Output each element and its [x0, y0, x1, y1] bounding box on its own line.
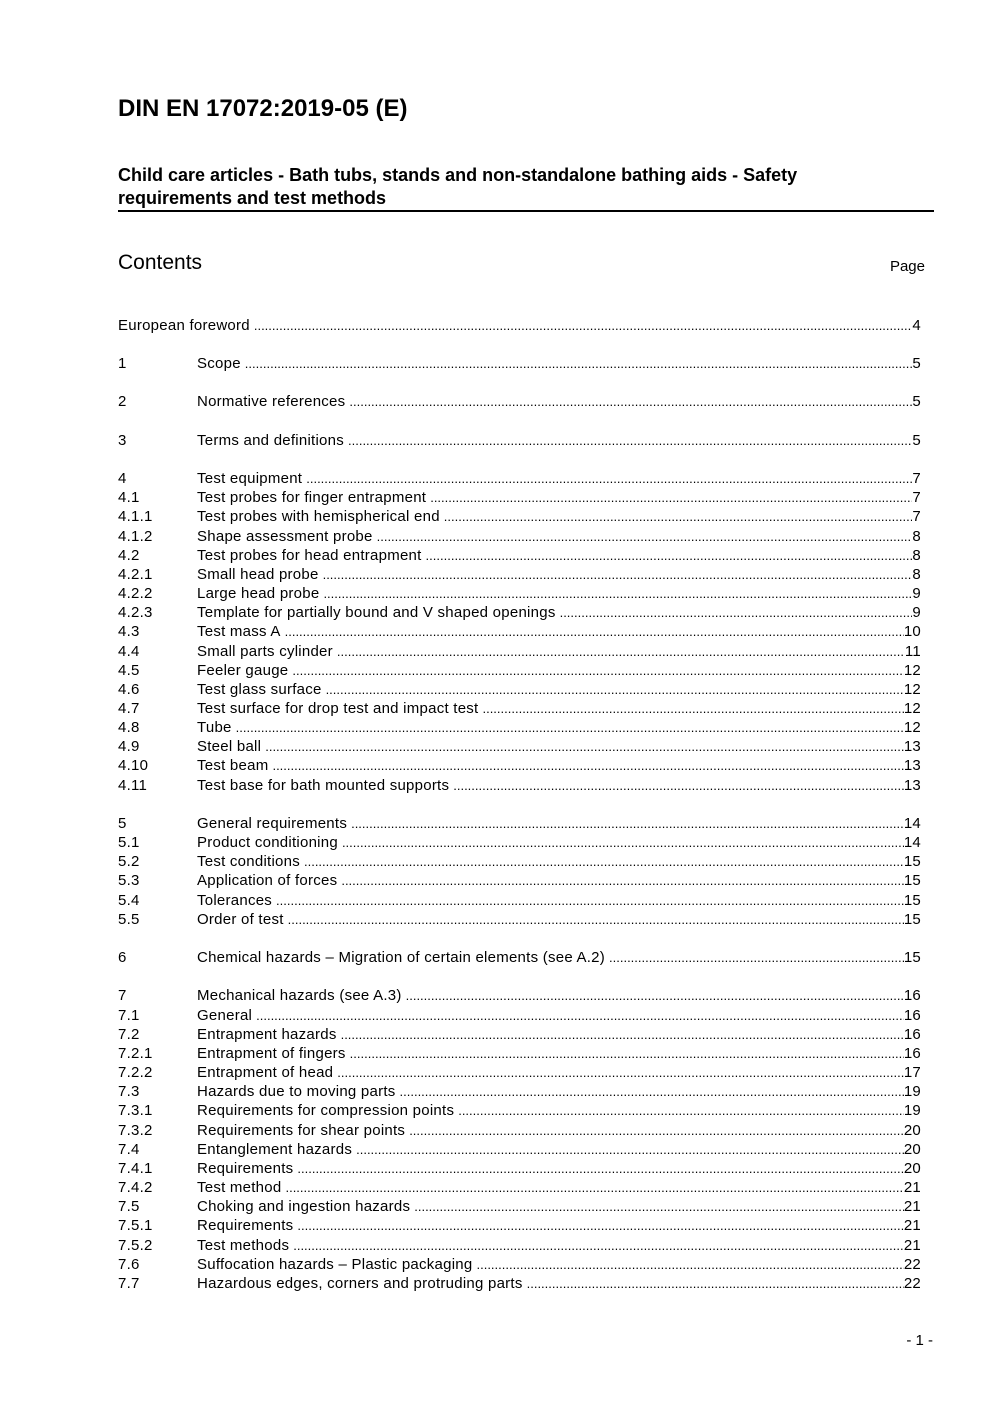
toc-entry-title: Application of forces — [197, 872, 338, 889]
toc-dot-leader — [351, 814, 904, 833]
toc-entry-page: 9 — [912, 604, 921, 621]
toc-entry-number: 2 — [118, 393, 127, 410]
toc-dot-leader — [348, 431, 912, 450]
toc-entry-page: 16 — [903, 1045, 921, 1062]
toc-entry-number: 4.8 — [118, 719, 140, 736]
toc-entry-page: 4 — [912, 317, 921, 334]
toc-dot-leader — [527, 1274, 904, 1293]
toc-entry — [118, 507, 921, 526]
toc-entry-number: 7.4.1 — [118, 1160, 153, 1177]
toc-entry — [118, 1159, 921, 1178]
toc-entry — [118, 852, 921, 871]
toc-dot-leader — [323, 584, 912, 603]
toc-entry-title: Test probes with hemispherical end — [197, 508, 440, 525]
toc-entry-title: Test probes for finger entrapment — [197, 489, 427, 506]
toc-entry-title: Requirements for compression points — [197, 1102, 455, 1119]
toc-entry-title: Entrapment of fingers — [197, 1045, 346, 1062]
toc-entry — [118, 622, 921, 641]
toc-dot-leader — [337, 642, 905, 661]
toc-dot-leader — [265, 737, 904, 756]
toc-entry-page: 5 — [912, 393, 921, 410]
toc-entry-number: 4 — [118, 470, 127, 487]
toc-entry-number: 7.1 — [118, 1007, 140, 1024]
toc-entry-title: Choking and ingestion hazards — [197, 1198, 411, 1215]
toc-entry-page: 7 — [912, 489, 921, 506]
toc-entry-number: 1 — [118, 355, 127, 372]
toc-dot-leader — [476, 1255, 903, 1274]
toc-dot-leader — [341, 871, 903, 890]
toc-entry-page: 5 — [912, 432, 921, 449]
toc-entry — [118, 546, 921, 565]
toc-entry-page: 14 — [903, 834, 921, 851]
toc-entry-title: Test beam — [197, 757, 269, 774]
toc-dot-leader — [292, 661, 903, 680]
toc-entry-number: 5.1 — [118, 834, 140, 851]
toc-entry — [118, 1044, 921, 1063]
toc-entry-page: 15 — [903, 892, 921, 909]
toc-dot-leader — [409, 1121, 904, 1140]
toc-entry-number: 3 — [118, 432, 127, 449]
toc-entry-title: Entanglement hazards — [197, 1141, 353, 1158]
toc-entry-title: General — [197, 1007, 253, 1024]
toc-dot-leader — [297, 1216, 903, 1235]
toc-entry — [118, 871, 921, 890]
toc-entry-page: 19 — [903, 1083, 921, 1100]
toc-dot-leader — [430, 488, 912, 507]
toc-entry — [118, 1274, 921, 1293]
toc-entry-page: 15 — [903, 853, 921, 870]
toc-entry-page: 20 — [903, 1141, 921, 1158]
toc-entry-page: 8 — [912, 547, 921, 564]
toc-entry-page: 21 — [903, 1237, 921, 1254]
toc-entry-title: Test base for bath mounted supports — [197, 777, 450, 794]
contents-heading: Contents — [118, 251, 203, 274]
toc-entry — [118, 776, 921, 795]
toc-entry-page: 15 — [903, 872, 921, 889]
toc-dot-leader — [458, 1101, 904, 1120]
toc-entry-number: 5 — [118, 815, 127, 832]
toc-entry-number: 7.7 — [118, 1275, 140, 1292]
toc-entry — [118, 1236, 921, 1255]
document-title: DIN EN 17072:2019-05 (E) — [118, 95, 408, 122]
toc-entry-page: 11 — [904, 643, 921, 660]
toc-entry-title: Test probes for head entrapment — [197, 547, 422, 564]
toc-entry — [118, 431, 921, 450]
toc-entry-number: 7.2.1 — [118, 1045, 153, 1062]
toc-entry-title: Small parts cylinder — [197, 643, 333, 660]
toc-entry-number: 7.3.1 — [118, 1102, 153, 1119]
document-subtitle: Child care articles - Bath tubs, stands and non-standalone bathing aids - Safety requirements and test methods — [118, 165, 798, 208]
toc-dot-leader — [377, 527, 913, 546]
toc-entry — [118, 488, 921, 507]
toc-entry — [118, 699, 921, 718]
toc-entry — [118, 584, 921, 603]
toc-entry-number: 4.7 — [118, 700, 140, 717]
toc-entry-number: 4.10 — [118, 757, 149, 774]
toc-entry-title: Hazardous edges, corners and protruding parts — [197, 1275, 523, 1292]
toc-entry-title: Feeler gauge — [197, 662, 289, 679]
toc-entry-title: Order of test — [197, 911, 284, 928]
toc-dot-leader — [349, 392, 912, 411]
toc-entry-page: 8 — [912, 566, 921, 583]
toc-entry — [118, 737, 921, 756]
toc-entry — [118, 1178, 921, 1197]
toc-entry-number: 4.5 — [118, 662, 140, 679]
toc-entry-page: 16 — [903, 987, 921, 1004]
toc-entry-number: 4.6 — [118, 681, 140, 698]
toc-entry-number: 7.5 — [118, 1198, 140, 1215]
toc-entry-number: 4.1.1 — [118, 508, 153, 525]
toc-entry-title: Test conditions — [197, 853, 300, 870]
toc-entry — [118, 1082, 921, 1101]
toc-entry — [118, 527, 921, 546]
toc-entry-title: Requirements for shear points — [197, 1122, 406, 1139]
toc-dot-leader — [272, 756, 903, 775]
toc-entry-page: 7 — [912, 470, 921, 487]
toc-entry-page: 22 — [903, 1275, 921, 1292]
toc-entry-number: 5.5 — [118, 911, 140, 928]
toc-entry-title: Requirements — [197, 1160, 294, 1177]
toc-entry-number: 4.2 — [118, 547, 140, 564]
toc-entry-number: 5.3 — [118, 872, 140, 889]
toc-entry-page: 5 — [912, 355, 921, 372]
toc-dot-leader — [306, 469, 912, 488]
toc-dot-leader — [453, 776, 904, 795]
toc-entry — [118, 661, 921, 680]
toc-dot-leader — [337, 1063, 904, 1082]
toc-entry-title: Scope — [197, 355, 241, 372]
toc-dot-leader — [356, 1140, 904, 1159]
toc-entry-number: 4.2.3 — [118, 604, 153, 621]
toc-entry-number: 4.4 — [118, 643, 140, 660]
toc-entry-page: 13 — [903, 738, 921, 755]
toc-entry-page: 16 — [903, 1026, 921, 1043]
toc-dot-leader — [254, 316, 913, 335]
toc-entry-number: 7 — [118, 987, 127, 1004]
toc-dot-leader — [297, 1159, 903, 1178]
toc-entry-title: Normative references — [197, 393, 346, 410]
toc-entry — [118, 316, 921, 335]
toc-entry-page: 9 — [912, 585, 921, 602]
toc-entry — [118, 354, 921, 373]
toc-dot-leader — [293, 1236, 904, 1255]
toc-entry — [118, 392, 921, 411]
toc-dot-leader — [426, 546, 913, 565]
toc-entry — [118, 1121, 921, 1140]
toc-entry-number: 7.5.2 — [118, 1237, 153, 1254]
toc-dot-leader — [276, 891, 904, 910]
toc-entry-title: Test surface for drop test and impact test — [197, 700, 479, 717]
toc-entry-page: 21 — [903, 1179, 921, 1196]
toc-entry-title: Entrapment of head — [197, 1064, 334, 1081]
toc-entry-number: 4.1.2 — [118, 528, 153, 545]
toc-entry-number: 4.1 — [118, 489, 140, 506]
toc-entry — [118, 1216, 921, 1235]
toc-entry-page: 20 — [903, 1160, 921, 1177]
toc-dot-leader — [406, 986, 904, 1005]
toc-entry-title: Large head probe — [197, 585, 320, 602]
toc-entry-page: 22 — [903, 1256, 921, 1273]
toc-entry-page: 19 — [903, 1102, 921, 1119]
toc-dot-leader — [285, 622, 904, 641]
toc-entry-number: 4.9 — [118, 738, 140, 755]
toc-entry-number: 4.3 — [118, 623, 140, 640]
toc-entry — [118, 756, 921, 775]
toc-dot-leader — [288, 910, 904, 929]
toc-entry — [118, 1197, 921, 1216]
toc-entry-page: 16 — [903, 1007, 921, 1024]
toc-entry-title: European foreword — [118, 317, 250, 334]
toc-entry — [118, 833, 921, 852]
toc-entry — [118, 814, 921, 833]
toc-entry-page: 10 — [903, 623, 921, 640]
toc-entry-number: 7.4 — [118, 1141, 140, 1158]
toc-dot-leader — [350, 1044, 904, 1063]
toc-entry-number: 4.11 — [118, 777, 148, 794]
toc-entry-title: Product conditioning — [197, 834, 338, 851]
toc-entry-title: Test method — [197, 1179, 282, 1196]
toc-entry-title: Test glass surface — [197, 681, 322, 698]
toc-entry-number: 7.3 — [118, 1083, 140, 1100]
toc-entry-page: 20 — [903, 1122, 921, 1139]
toc-entry-number: 4.2.2 — [118, 585, 153, 602]
toc-entry-page: 14 — [903, 815, 921, 832]
toc-entry-page: 15 — [903, 949, 921, 966]
toc-entry-number: 7.4.2 — [118, 1179, 153, 1196]
toc-entry-number: 6 — [118, 949, 127, 966]
toc-entry-number: 7.2.2 — [118, 1064, 153, 1081]
toc-entry — [118, 1140, 921, 1159]
toc-dot-leader — [444, 507, 913, 526]
toc-entry-title: Suffocation hazards – Plastic packaging — [197, 1256, 473, 1273]
toc-entry — [118, 469, 921, 488]
toc-entry-title: Tolerances — [197, 892, 273, 909]
toc-entry — [118, 1006, 921, 1025]
toc-entry — [118, 642, 921, 661]
toc-entry-page: 8 — [912, 528, 921, 545]
toc-entry — [118, 1101, 921, 1120]
toc-entry-number: 4.2.1 — [118, 566, 153, 583]
toc-entry — [118, 718, 921, 737]
page-column-heading: Page — [889, 258, 925, 275]
toc-entry — [118, 948, 921, 967]
toc-dot-leader — [609, 948, 904, 967]
toc-dot-leader — [245, 354, 913, 373]
toc-entry — [118, 986, 921, 1005]
toc-entry — [118, 1063, 921, 1082]
toc-entry — [118, 1255, 921, 1274]
toc-entry-page: 12 — [903, 681, 921, 698]
toc-entry-title: Tube — [197, 719, 232, 736]
toc-dot-leader — [304, 852, 904, 871]
toc-entry-title: Terms and definitions — [197, 432, 344, 449]
toc-entry-title: Small head probe — [197, 566, 319, 583]
toc-entry-title: Shape assessment probe — [197, 528, 373, 545]
toc-entry — [118, 1025, 921, 1044]
toc-dot-leader — [482, 699, 903, 718]
toc-dot-leader — [560, 603, 913, 622]
toc-dot-leader — [256, 1006, 904, 1025]
toc-dot-leader — [414, 1197, 904, 1216]
toc-entry-title: Entrapment hazards — [197, 1026, 337, 1043]
toc-entry-title: Test mass A — [197, 623, 281, 640]
toc-dot-leader — [342, 833, 904, 852]
toc-entry — [118, 680, 921, 699]
toc-dot-leader — [341, 1025, 904, 1044]
toc-entry-page: 17 — [903, 1064, 921, 1081]
toc-entry-page: 13 — [903, 757, 921, 774]
toc-entry-page: 21 — [903, 1217, 921, 1234]
page-number: - 1 - — [906, 1332, 933, 1349]
toc-entry-title: Test equipment — [197, 470, 303, 487]
toc-entry-title: Hazards due to moving parts — [197, 1083, 396, 1100]
toc-entry-title: Steel ball — [197, 738, 262, 755]
toc-entry-title: Template for partially bound and V shaped openings — [197, 604, 556, 621]
toc-entry-title: General requirements — [197, 815, 348, 832]
toc-entry-number: 7.2 — [118, 1026, 140, 1043]
toc-entry — [118, 910, 921, 929]
toc-entry-page: 21 — [903, 1198, 921, 1215]
toc-entry-page: 15 — [903, 911, 921, 928]
toc-entry-page: 12 — [903, 662, 921, 679]
toc-entry-number: 7.6 — [118, 1256, 140, 1273]
toc-dot-leader — [400, 1082, 904, 1101]
toc-dot-leader — [285, 1178, 903, 1197]
toc-entry — [118, 891, 921, 910]
toc-dot-leader — [323, 565, 913, 584]
toc-entry-page: 12 — [903, 719, 921, 736]
toc-entry-title: Test methods — [197, 1237, 290, 1254]
toc-entry-page: 12 — [903, 700, 921, 717]
toc-dot-leader — [236, 718, 904, 737]
toc-entry-title: Mechanical hazards (see A.3) — [197, 987, 402, 1004]
toc-entry — [118, 603, 921, 622]
toc-entry — [118, 565, 921, 584]
toc-entry-number: 5.2 — [118, 853, 140, 870]
toc-entry-page: 13 — [903, 777, 921, 794]
toc-entry-page: 7 — [912, 508, 921, 525]
toc-entry-number: 5.4 — [118, 892, 140, 909]
toc-entry-number: 7.3.2 — [118, 1122, 153, 1139]
toc-entry-title: Chemical hazards – Migration of certain elements (see A.2) — [197, 949, 606, 966]
toc-entry-number: 7.5.1 — [118, 1217, 153, 1234]
toc-entry-title: Requirements — [197, 1217, 294, 1234]
toc-dot-leader — [326, 680, 904, 699]
